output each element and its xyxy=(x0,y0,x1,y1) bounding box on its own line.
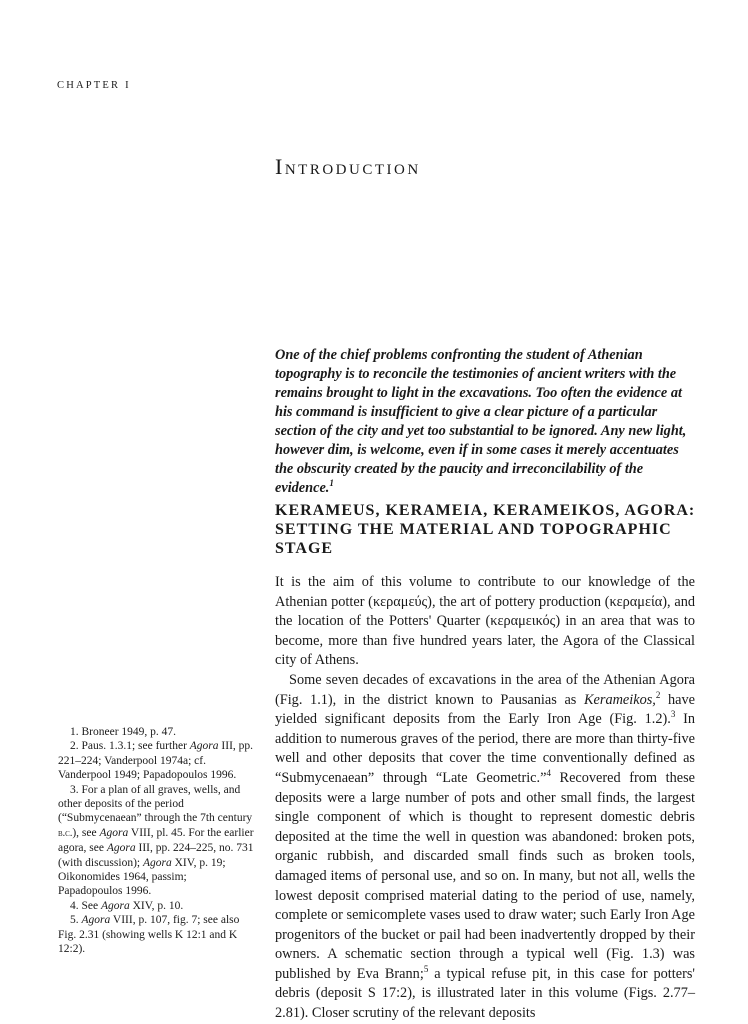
footnote xyxy=(58,783,254,899)
paragraph xyxy=(275,671,695,1024)
text-run: 2. Paus. 1.3.1; see further xyxy=(70,740,190,753)
footnotes xyxy=(58,725,254,957)
text-run: XIV, p. 19; Oikonomides 1964, passim; Papadopoulos 1996. xyxy=(58,856,226,898)
epigraph xyxy=(275,346,695,498)
footnote-ref[interactable]: 3 xyxy=(670,709,676,720)
text-run: XIV, p. 10. xyxy=(129,899,184,912)
text-run: Some seven decades of excavations in the area of the Athenian Agora (Fig. 1.1), in the district known to Pausanias as xyxy=(275,671,695,708)
footnote-ref[interactable]: 5 xyxy=(423,964,429,975)
emphasis: Agora xyxy=(100,899,130,912)
emphasis: Agora xyxy=(189,740,219,753)
section-heading-line: SETTING THE MATERIAL AND TOPOGRAPHIC xyxy=(275,521,672,538)
text-run: have yielded significant deposits from the Early Iron Age (Fig. 1.2). xyxy=(275,691,696,728)
text-run: In addition to numerous graves of the period, there are more than thirty-five well and other deposits that cover the time conventionally defined as “Submycenaean” through “Late Geometric.” xyxy=(275,711,695,786)
section-heading-line: STAGE xyxy=(275,540,334,557)
chapter-label: CHAPTER I xyxy=(57,80,131,91)
paragraph: It is the aim of this volume to contribute to our knowledge of the Athenian potter (κεραμεύς), the art of pottery production (κεραμεία), and the location of the Potters' Quarter (κεραμεικός) in an area that was to become, more than five hundred years later, the Agora of the Classical city of Athens. xyxy=(275,574,695,669)
emphasis: Kerameikos, xyxy=(584,691,656,708)
chapter-title: Introduction xyxy=(275,154,421,179)
text-run: 5. xyxy=(70,914,82,927)
footnote xyxy=(58,913,254,956)
text-run: Recovered from these deposits were a large number of pots and other small finds, the largest single component of which is thought to represent domestic debris deposited at the time the well in question was abandoned: broken pots, organic rubbish, and discarded small finds such as broken tools, damaged items of personal use, and so on. In many, but not all, wells the lowest deposit comprised material dating to the period of use, namely, complete or semicomplete vases used to draw water; such Early Iron Age progenitors of the bucket or pail had been inadvertently dropped by their owners. A schematic section through a typical well (Fig. 1.3) was published by Eva Brann; xyxy=(275,769,695,982)
footnote xyxy=(58,739,254,782)
small-caps: b.c. xyxy=(58,827,73,839)
emphasis: Agora xyxy=(142,856,172,869)
footnote xyxy=(58,899,254,913)
epigraph-text: One of the chief problems confronting the student of Athenian topography is to reconcile the testimonies of ancient writers with the remains brought to light in the excavations. Too often the evidence at his command is insufficient to give a clear picture of a particular section of the city and yet too substantial to be ignored. Any new light, however dim, is welcome, even if in some cases it merely accentuates the obscurity created by the paucity and irreconcilability of the evidence. xyxy=(275,347,687,496)
text-run: III, pp. 224–225, no. 731 (with discussion); xyxy=(58,842,254,869)
text-run: ), see xyxy=(72,826,100,839)
section-heading xyxy=(275,501,705,558)
text-run: VIII, pl. 45. For the earlier agora, see xyxy=(58,826,254,855)
emphasis: Agora xyxy=(81,914,111,927)
footnote-ref[interactable]: 1 xyxy=(329,478,334,489)
body-text xyxy=(275,573,695,1024)
footnote-ref[interactable]: 4 xyxy=(546,768,551,779)
footnote: 1. Broneer 1949, p. 47. xyxy=(70,726,177,738)
emphasis: Agora xyxy=(106,842,136,855)
text-run: III, pp. 221–224; Vanderpool 1974a; cf. Vanderpool 1949; Papadopoulos 1996. xyxy=(58,740,254,782)
text-run: VIII, p. 107, fig. 7; see also Fig. 2.31 (showing wells K 12:1 and K 12:2). xyxy=(58,914,240,956)
text-run: 4. See xyxy=(70,899,101,912)
section-heading-line: KERAMEUS, KERAMEIA, KERAMEIKOS, AGORA: xyxy=(275,502,696,519)
text-run: a typical refuse pit, in this case for potters' debris (deposit S 17:2), is illustrated later in this volume (Figs. 2.77–2.81). Closer scrutiny of the relevant deposits xyxy=(275,965,695,1022)
footnote-ref[interactable]: 2 xyxy=(655,689,661,700)
text-run: 3. For a plan of all graves, wells, and other deposits of the period (“Submycenaean” through the 7th century xyxy=(58,783,253,825)
emphasis: Agora xyxy=(99,826,129,839)
